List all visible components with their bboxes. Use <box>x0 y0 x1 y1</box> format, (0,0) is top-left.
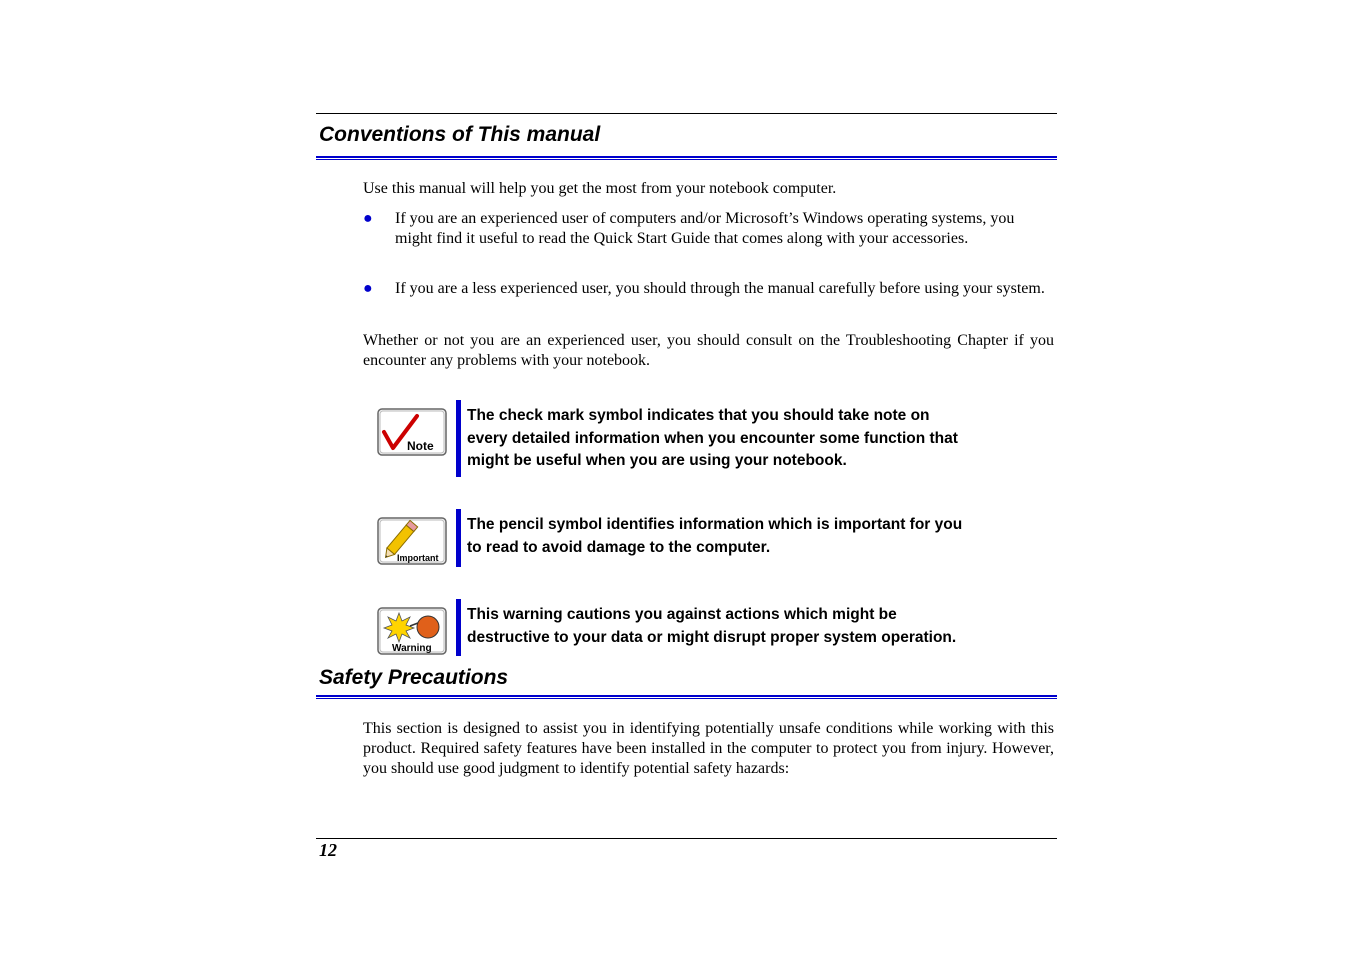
section-title-rule <box>316 156 1057 158</box>
bullet-icon: ● <box>363 280 373 297</box>
warning-text <box>467 604 1059 649</box>
note-accent-bar <box>456 400 461 477</box>
important-accent-bar <box>456 509 461 567</box>
note-line: might be useful when you are using your notebook. <box>467 452 847 469</box>
warning-icon-label: Warning <box>392 643 432 654</box>
explosion-warning-icon <box>377 607 447 655</box>
safety-paragraph: This section is designed to assist you in identifying potentially unsafe conditions while working with this product. Required safety features have been installed in the computer to protect you from injury. However, you should use good judgment to identify potential safety hazards: <box>363 720 1054 777</box>
section-title-rule-thin <box>316 698 1057 699</box>
footer-rule <box>316 838 1057 839</box>
warning-accent-bar <box>456 599 461 656</box>
note-line: The check mark symbol indicates that you should take note on <box>467 407 930 424</box>
section-title-rule <box>316 695 1057 697</box>
check-mark-note-icon <box>377 408 447 456</box>
note-text <box>467 405 1059 473</box>
important-icon-label: Important <box>397 553 439 563</box>
important-line: to read to avoid damage to the computer. <box>467 538 771 556</box>
header-rule <box>316 113 1057 114</box>
page-number: 12 <box>319 840 337 860</box>
note-line: every detailed information when you encounter some function that <box>467 429 958 447</box>
list-item-text: If you are a less experienced user, you should through the manual carefully before using your system. <box>395 280 1045 297</box>
bullet-icon: ● <box>363 210 373 227</box>
pencil-important-icon <box>377 517 447 565</box>
list-item-text: If you are an experienced user of computers and/or Microsoft’s Windows operating systems, you might find it useful to read the Quick Start Guide that comes along with your accessories. <box>395 210 1015 247</box>
warning-line: destructive to your data or might disrupt proper system operation. <box>467 628 957 646</box>
intro-paragraph: Use this manual will help you get the most from your notebook computer. <box>363 180 837 197</box>
section-title-conventions: Conventions of This manual <box>319 123 601 146</box>
section-title-rule-thin <box>316 159 1057 160</box>
section-title-safety: Safety Precautions <box>319 666 509 689</box>
important-text <box>467 514 1059 559</box>
warning-line: This warning cautions you against actions which might be <box>467 606 897 623</box>
note-icon-label: Note <box>407 439 434 453</box>
important-line: The pencil symbol identifies information which is important for you <box>467 516 963 533</box>
closing-paragraph: Whether or not you are an experienced user, you should consult on the Troubleshooting Chapter if you encounter any problems with your notebook. <box>363 332 1054 369</box>
